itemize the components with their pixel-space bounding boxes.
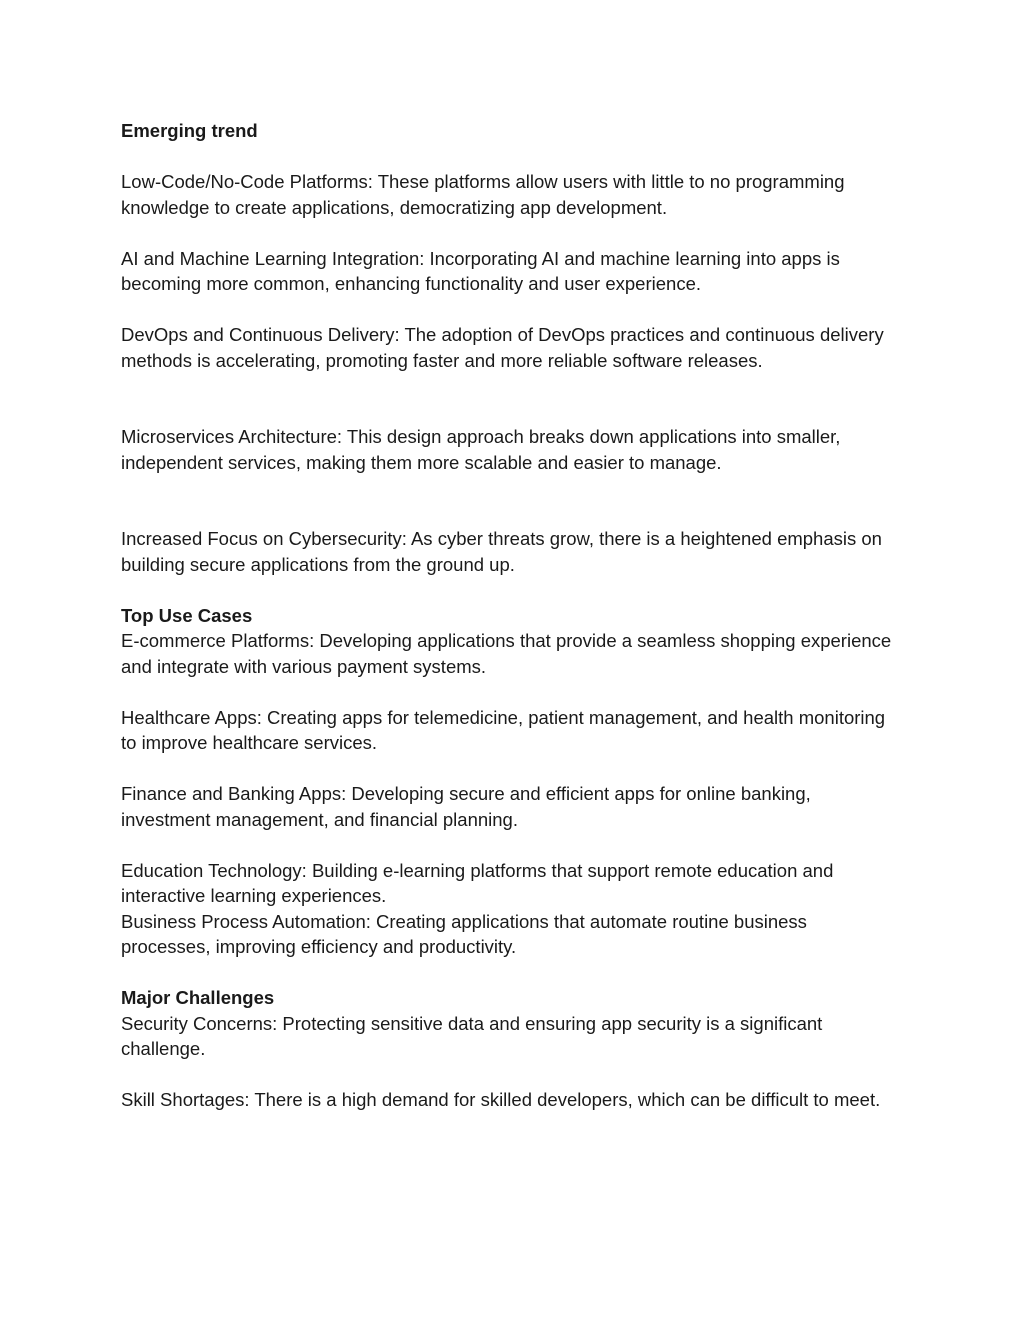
section-heading-emerging-trend: Emerging trend: [121, 120, 258, 141]
paragraph-cybersecurity: Increased Focus on Cybersecurity: As cyber threats grow, there is a heightened emphasis on building secure applications from the ground up.: [121, 528, 882, 575]
paragraph-healthcare: Healthcare Apps: Creating apps for telemedicine, patient management, and health monitoring to improve healthcare services.: [121, 706, 886, 753]
paragraph-ecommerce: E-commerce Platforms: Developing applications that provide a seamless shopping experience and integrate with various payment systems.: [121, 630, 892, 677]
section-heading-major-challenges: Major Challenges: [121, 987, 275, 1008]
paragraph-ai-ml: AI and Machine Learning Integration: Incorporating AI and machine learning into apps is becoming more common, enhancing functionality and user experience.: [121, 247, 840, 294]
paragraph-microservices: Microservices Architecture: This design approach breaks down applications into smaller, independent services, making them more scalable and easier to manage.: [121, 426, 841, 473]
paragraph-finance: Finance and Banking Apps: Developing secure and efficient apps for online banking, investment management, and financial planning.: [121, 783, 811, 830]
paragraph-education: Education Technology: Building e-learning platforms that support remote education and interactive learning experiences.: [121, 859, 834, 906]
paragraph-security-concerns: Security Concerns: Protecting sensitive data and ensuring app security is a significant challenge.: [121, 1012, 823, 1059]
paragraph-skill-shortages: Skill Shortages: There is a high demand for skilled developers, which can be difficult to meet.: [121, 1089, 881, 1110]
paragraph-devops: DevOps and Continuous Delivery: The adoption of DevOps practices and continuous delivery methods is accelerating, promoting faster and more reliable software releases.: [121, 324, 884, 371]
document-body: [121, 118, 901, 1113]
paragraph-low-code: Low-Code/No-Code Platforms: These platforms allow users with little to no programming knowledge to create applications, democratizing app development.: [121, 171, 845, 218]
paragraph-business-automation: Business Process Automation: Creating applications that automate routine business processes, improving efficiency and productivity.: [121, 910, 807, 957]
section-heading-top-use-cases: Top Use Cases: [121, 604, 253, 626]
